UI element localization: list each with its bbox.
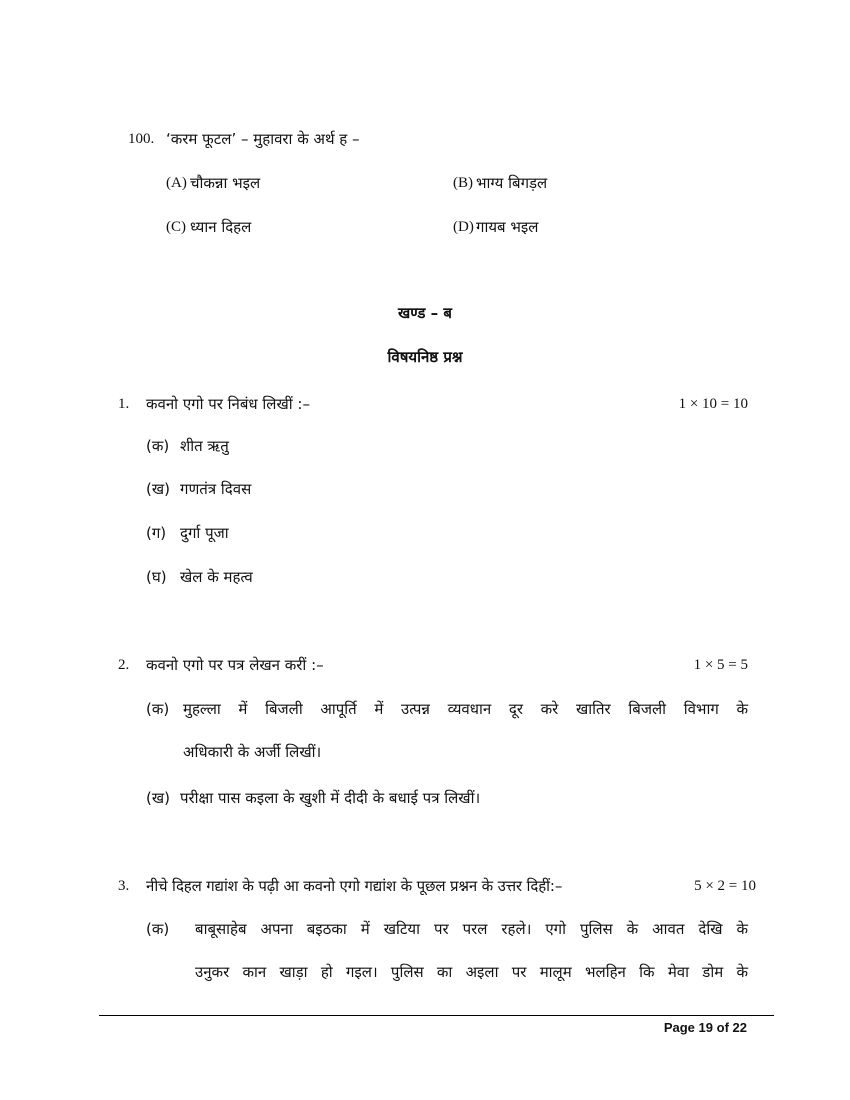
q3-passage-line: बाबूसाहेब अपना बइठका में खटिया पर परल रहले। एगो पुलिस के आवत देखि के	[195, 920, 748, 938]
q1-item-text: खेल के महत्व	[180, 568, 253, 586]
q1-item-label: (घ)	[146, 568, 167, 586]
q100-option-a-label: (A)	[166, 175, 187, 191]
q100-option-b-text: भाग्य बिगड़ल	[476, 174, 548, 192]
current-page: 19	[698, 1020, 713, 1035]
q100-text: ‘करम फूटल’ – मुहावरा के अर्थ ह –	[166, 130, 360, 148]
q3-number: 3.	[118, 878, 130, 894]
q100-option-d-text: गायब भइल	[476, 218, 539, 236]
q2-item-label: (ख)	[146, 789, 170, 807]
page-number-footer	[664, 1019, 747, 1037]
q1-marks: 1 × 10 = 10	[678, 396, 748, 412]
q1-item-label: (क)	[146, 437, 170, 455]
q100-option-a-text: चौकन्ना भइल	[190, 174, 261, 192]
section-subheading: विषयनिष्ठ प्रश्न	[387, 348, 463, 366]
q2-item-line: परीक्षा पास कइला के खुशी में दीदी के बधाई पत्र लिखीं।	[180, 789, 481, 807]
q1-number: 1.	[118, 396, 130, 412]
q100-option-c-label: (C)	[166, 219, 186, 235]
of-label: of	[716, 1020, 729, 1035]
q2-item-line: अधिकारी के अर्जी लिखीं।	[183, 743, 322, 761]
q2-text: कवनो एगो पर पत्र लेखन करीं :–	[146, 656, 324, 674]
q3-text: नीचे दिहल गद्यांश के पढ़ी आ कवनो एगो गद्यांश के पूछल प्रश्नन के उत्तर दिहीं:–	[146, 877, 563, 895]
section-heading: खण्ड – ब	[398, 304, 452, 322]
q2-item-label: (क)	[146, 700, 170, 718]
q1-item-text: गणतंत्र दिवस	[180, 480, 252, 498]
q2-item-line: मुहल्ला में बिजली आपूर्ति में उत्पन्न व्यवधान दूर करे खातिर बिजली विभाग के	[183, 700, 748, 718]
q1-item-text: शीत ऋतु	[180, 437, 229, 455]
q1-item-text: दुर्गा पूजा	[180, 524, 229, 542]
q1-text: कवनो एगो पर निबंध लिखीं :–	[146, 395, 310, 413]
total-pages: 22	[732, 1020, 747, 1035]
q100-option-d-label: (D)	[453, 219, 474, 235]
q100-option-b-label: (B)	[453, 175, 473, 191]
q100-number: 100.	[128, 131, 155, 147]
q1-item-label: (ग)	[146, 524, 167, 542]
q2-number: 2.	[118, 657, 130, 673]
q2-marks: 1 × 5 = 5	[693, 657, 748, 673]
q3-marks: 5 × 2 = 10	[694, 878, 756, 894]
q3-passage-label: (क)	[146, 920, 170, 938]
footer-rule	[99, 1015, 774, 1016]
q3-passage-line: उनुकर कान खाड़ा हो गइल। पुलिस का अइला पर मालूम भलहिन कि मेवा डोम के	[195, 963, 748, 981]
q1-item-label: (ख)	[146, 480, 170, 498]
page-label: Page	[663, 1020, 695, 1035]
q100-option-c-text: ध्यान दिहल	[190, 218, 252, 236]
